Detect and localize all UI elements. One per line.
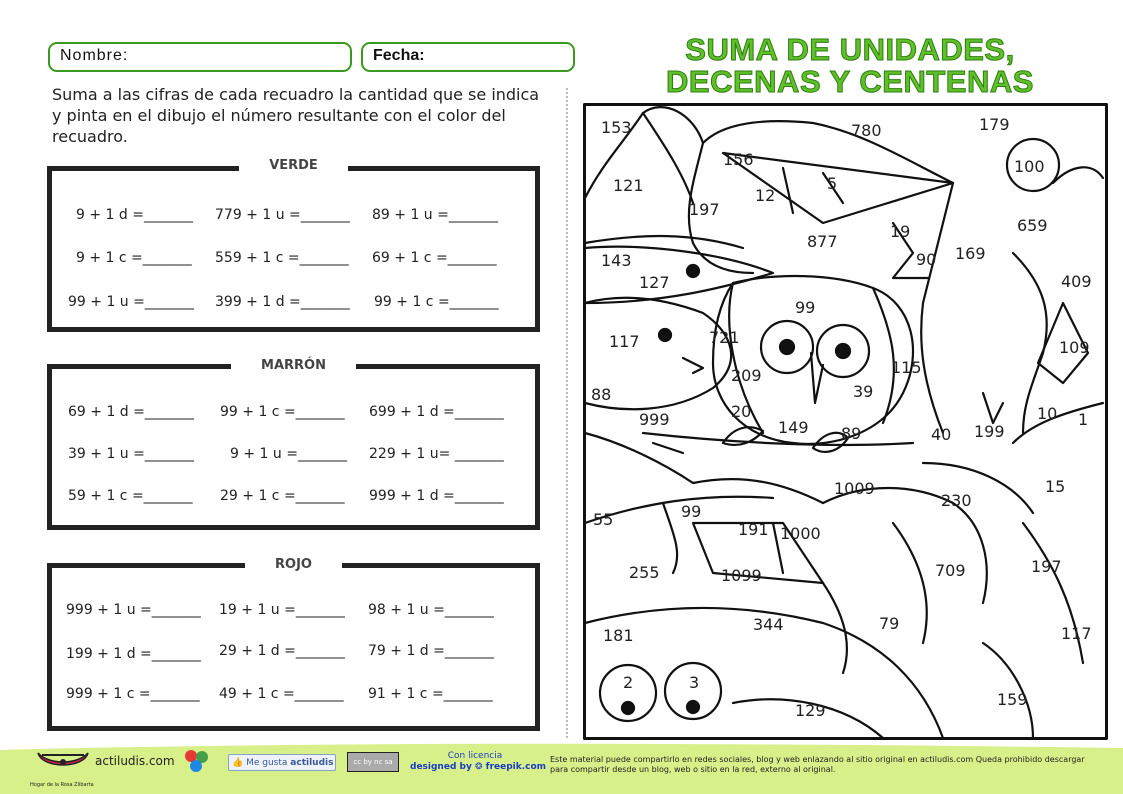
drawing-number: 129 xyxy=(795,701,826,720)
like-brand: actiludis xyxy=(290,758,334,768)
coloring-drawing xyxy=(583,103,1108,740)
equation: 99 + 1 c =_______ xyxy=(220,404,345,420)
drawing-number: 127 xyxy=(639,273,670,292)
drawing-number: 149 xyxy=(778,418,809,437)
drawing-number: 199 xyxy=(974,422,1005,441)
box-title-verde: VERDE xyxy=(239,158,348,173)
equation: 9 + 1 d =_______ xyxy=(76,207,193,223)
freepik-icon: ❂ xyxy=(474,762,483,772)
drawing-number: 39 xyxy=(853,382,874,401)
box-marron xyxy=(47,358,540,530)
page-title xyxy=(600,34,1100,98)
freepik-brand: freepik.com xyxy=(485,762,547,772)
drawing-number: 709 xyxy=(935,561,966,580)
box-verde xyxy=(47,158,540,332)
equation: 399 + 1 d =_______ xyxy=(215,294,350,310)
drawing-number: 100 xyxy=(1014,157,1045,176)
drawing-number: 99 xyxy=(795,298,816,317)
drawing-number: 40 xyxy=(931,425,952,444)
drawing-number: 2 xyxy=(623,673,634,692)
equation: 69 + 1 d =_______ xyxy=(68,404,194,420)
logo-caption: Hogar de la Rosa Zilbarta xyxy=(30,782,94,788)
drawing-number: 1 xyxy=(1078,410,1089,429)
title-line-1: SUMA DE UNIDADES, xyxy=(685,32,1015,67)
drawing-number: 230 xyxy=(941,491,972,510)
abn-logo-icon xyxy=(184,748,210,774)
equation: 29 + 1 d =_______ xyxy=(219,643,345,659)
cc-license-badge[interactable] xyxy=(347,752,399,772)
box-title-marron: MARRÓN xyxy=(231,358,356,373)
equation: 89 + 1 u =_______ xyxy=(372,207,498,223)
drawing-number: 409 xyxy=(1061,272,1092,291)
equation: 9 + 1 c =_______ xyxy=(76,250,192,266)
drawing-number: 10 xyxy=(1037,404,1058,423)
drawing-number: 79 xyxy=(879,614,900,633)
drawing-number: 117 xyxy=(609,332,640,351)
drawing-number: 90 xyxy=(916,250,937,269)
equation: 91 + 1 c =_______ xyxy=(368,686,493,702)
equation: 98 + 1 u =_______ xyxy=(368,602,494,618)
drawing-number: 255 xyxy=(629,563,660,582)
drawing-number: 117 xyxy=(1061,624,1092,643)
page-divider xyxy=(566,88,568,738)
equation: 19 + 1 u =_______ xyxy=(219,602,345,618)
name-label: Nombre: xyxy=(60,47,129,64)
drawing-number: 197 xyxy=(689,200,720,219)
usage-notice: Este material puede compartirlo en redes sociales, blog y web enlazando al sitio original en actiludis.com Queda prohibido descargar para compartir desde un blog, web o sitio en la red, externo al original. xyxy=(550,755,1085,774)
title-line-2: DECENAS Y CENTENAS xyxy=(666,64,1034,99)
license-line-1: Con licencia xyxy=(447,751,503,761)
equation: 999 + 1 d =_______ xyxy=(369,488,504,504)
drawing-number: 181 xyxy=(603,626,634,645)
drawing-number: 15 xyxy=(1045,477,1066,496)
drawing-number: 191 xyxy=(738,520,769,539)
equation: 79 + 1 d =_______ xyxy=(368,643,494,659)
equation: 779 + 1 u =_______ xyxy=(215,207,350,223)
drawing-number: 115 xyxy=(891,358,922,377)
drawing-number: 659 xyxy=(1017,216,1048,235)
drawing-number: 143 xyxy=(601,251,632,270)
actiludis-logo-icon xyxy=(34,745,92,781)
date-field[interactable] xyxy=(361,42,575,72)
drawing-number: 999 xyxy=(639,410,670,429)
like-button[interactable] xyxy=(228,754,336,771)
equation: 199 + 1 d =_______ xyxy=(66,646,201,662)
site-link[interactable]: actiludis.com xyxy=(95,754,175,768)
equation: 59 + 1 c =_______ xyxy=(68,488,193,504)
equation: 699 + 1 d =_______ xyxy=(369,404,504,420)
name-field[interactable] xyxy=(48,42,352,72)
drawing-number: 121 xyxy=(613,176,644,195)
box-rojo xyxy=(47,557,540,731)
drawing-number: 780 xyxy=(851,121,882,140)
equation: 69 + 1 c =_______ xyxy=(372,250,497,266)
equation: 99 + 1 u =_______ xyxy=(68,294,194,310)
equation: 49 + 1 c =_______ xyxy=(219,686,344,702)
drawing-number: 19 xyxy=(890,222,911,241)
equation: 999 + 1 u =_______ xyxy=(66,602,201,618)
drawing-number: 1099 xyxy=(721,566,762,585)
box-title-rojo: ROJO xyxy=(245,557,342,572)
drawing-number: 1000 xyxy=(780,524,821,543)
drawing-number: 3 xyxy=(689,673,700,692)
drawing-number: 55 xyxy=(593,510,614,529)
equation: 39 + 1 u =_______ xyxy=(68,446,194,462)
thumbs-up-icon: 👍 xyxy=(232,758,244,768)
drawing-number: 179 xyxy=(979,115,1010,134)
instructions: Suma a las cifras de cada recuadro la cantidad que se indica y pinta en el dibujo el número resultante con el color del recuadro. xyxy=(52,85,540,146)
drawing-number: 877 xyxy=(807,232,838,251)
drawing-number: 12 xyxy=(755,186,776,205)
equation: 999 + 1 c =_______ xyxy=(66,686,200,702)
drawing-number: 159 xyxy=(997,690,1028,709)
drawing-number: 1009 xyxy=(834,479,875,498)
equation: 99 + 1 c =_______ xyxy=(374,294,499,310)
drawing-number: 169 xyxy=(955,244,986,263)
license-line-2: designed by xyxy=(410,762,472,772)
drawing-number: 5 xyxy=(827,174,838,193)
equation: 559 + 1 c =_______ xyxy=(215,250,349,266)
equation: 29 + 1 c =_______ xyxy=(220,488,345,504)
drawing-number: 721 xyxy=(709,328,740,347)
drawing-number: 109 xyxy=(1059,338,1090,357)
drawing-number: 88 xyxy=(591,385,612,404)
drawing-number: 20 xyxy=(731,402,752,421)
like-label: Me gusta xyxy=(246,758,288,768)
cc-icon: cc by nc sa xyxy=(353,758,393,766)
equation: 9 + 1 u =_______ xyxy=(230,446,347,462)
drawing-number: 153 xyxy=(601,118,632,137)
drawing-number: 197 xyxy=(1031,557,1062,576)
drawing-number: 99 xyxy=(681,502,702,521)
drawing-number: 209 xyxy=(731,366,762,385)
drawing-number: 89 xyxy=(841,424,862,443)
drawing-number: 344 xyxy=(753,615,784,634)
drawing-number: 156 xyxy=(723,150,754,169)
date-label: Fecha: xyxy=(373,47,425,64)
equation: 229 + 1 u= _______ xyxy=(369,446,504,462)
freepik-credit[interactable] xyxy=(410,751,547,773)
